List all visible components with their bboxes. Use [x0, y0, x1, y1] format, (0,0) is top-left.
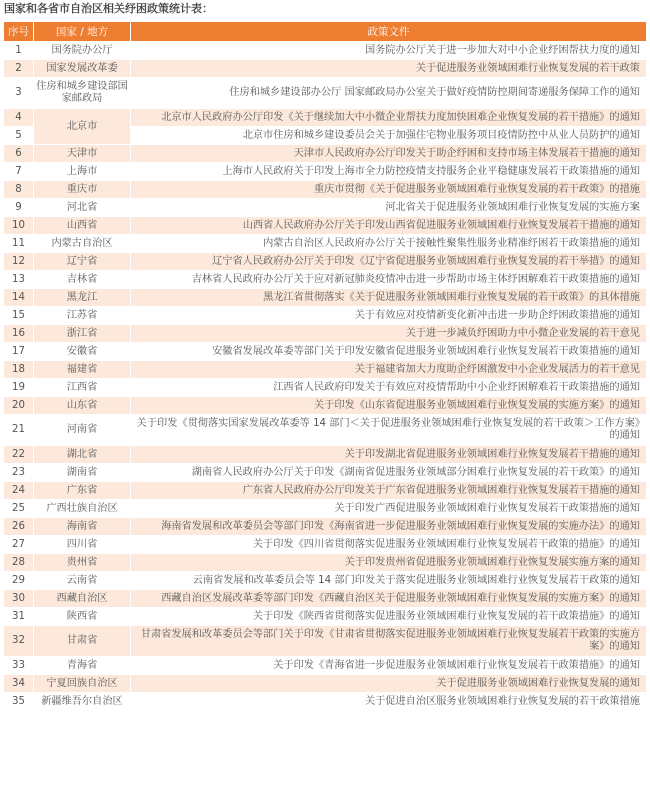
table-row — [4, 693, 647, 711]
row-region: 贵州省 — [34, 554, 131, 572]
table-header-row — [4, 22, 647, 42]
row-number: 10 — [4, 217, 34, 235]
row-region: 甘肃省 — [34, 626, 131, 657]
row-number: 1 — [4, 42, 34, 60]
row-number: 4 — [4, 109, 34, 127]
table-row — [4, 500, 647, 518]
row-document: 北京市人民政府办公厅印发《关于继续加大中小微企业帮扶力度加快困难企业恢复发展的若干措施》的通知 — [131, 109, 647, 127]
row-region: 国务院办公厅 — [34, 42, 131, 60]
row-number: 23 — [4, 464, 34, 482]
row-document: 国务院办公厅关于进一步加大对中小企业纾困帮扶力度的通知 — [131, 42, 647, 60]
table-row — [4, 608, 647, 626]
row-document: 河北省关于促进服务业领域困难行业恢复发展的实施方案 — [131, 199, 647, 217]
row-region: 海南省 — [34, 518, 131, 536]
row-document: 关于促进服务业领域困难行业恢复发展的若干政策 — [131, 60, 647, 78]
row-region: 西藏自治区 — [34, 590, 131, 608]
row-region: 河北省 — [34, 199, 131, 217]
row-document: 关于印发《青海省进一步促进服务业领域困难行业恢复发展若干政策措施》的通知 — [131, 657, 647, 675]
row-number: 28 — [4, 554, 34, 572]
row-number: 25 — [4, 500, 34, 518]
row-number: 2 — [4, 60, 34, 78]
row-region: 广西壮族自治区 — [34, 500, 131, 518]
table-row — [4, 590, 647, 608]
table-row — [4, 253, 647, 271]
row-document: 关于促进服务业领域困难行业恢复发展的通知 — [131, 675, 647, 693]
row-document: 辽宁省人民政府办公厅关于印发《辽宁省促进服务业领域困难行业恢复发展的若干举措》的通知 — [131, 253, 647, 271]
row-document: 关于印发湖北省促进服务业领域困难行业恢复发展若干措施的通知 — [131, 446, 647, 464]
row-number: 15 — [4, 307, 34, 325]
table-row — [4, 109, 647, 127]
row-document: 湖南省人民政府办公厅关于印发《湖南省促进服务业领域部分困难行业恢复发展的若干政策》的通知 — [131, 464, 647, 482]
table-row — [4, 446, 647, 464]
row-number: 14 — [4, 289, 34, 307]
row-number: 31 — [4, 608, 34, 626]
table-row — [4, 42, 647, 60]
row-number: 21 — [4, 415, 34, 446]
row-number: 16 — [4, 325, 34, 343]
table-title: 国家和各省市自治区相关纾困政策统计表： — [4, 2, 213, 15]
row-document: 广东省人民政府办公厅印发关于广东省促进服务业领域困难行业恢复发展若干措施的通知 — [131, 482, 647, 500]
table-row — [4, 181, 647, 199]
row-document: 海南省发展和改革委员会等部门印发《海南省进一步促进服务业领域困难行业恢复发展的实施办法》的通知 — [131, 518, 647, 536]
table-row — [4, 325, 647, 343]
row-document: 江西省人民政府印发关于有效应对疫情帮助中小企业纾困解难若干政策措施的通知 — [131, 379, 647, 397]
row-number: 32 — [4, 626, 34, 657]
row-region: 湖南省 — [34, 464, 131, 482]
table-row — [4, 289, 647, 307]
header-no: 序号 — [4, 22, 34, 42]
row-number: 29 — [4, 572, 34, 590]
row-region: 吉林省 — [34, 271, 131, 289]
table-row — [4, 397, 647, 415]
row-region: 天津市 — [34, 145, 131, 163]
row-number: 13 — [4, 271, 34, 289]
row-number: 5 — [4, 127, 34, 145]
row-document: 北京市住房和城乡建设委员会关于加强住宅物业服务项目疫情防控中从业人员防护的通知 — [131, 127, 647, 145]
table-row — [4, 626, 647, 657]
row-document: 关于印发《贯彻落实国家发展改革委等 14 部门＜关于促进服务业领域困难行业恢复发展的若干政策＞工作方案》的通知 — [131, 415, 647, 446]
table-row — [4, 235, 647, 253]
row-number: 35 — [4, 693, 34, 711]
row-number: 20 — [4, 397, 34, 415]
row-number: 8 — [4, 181, 34, 199]
row-number: 33 — [4, 657, 34, 675]
row-region: 辽宁省 — [34, 253, 131, 271]
row-document: 关于印发《四川省贯彻落实促进服务业领域困难行业恢复发展若干政策的措施》的通知 — [131, 536, 647, 554]
row-region: 福建省 — [34, 361, 131, 379]
row-document: 山西省人民政府办公厅关于印发山西省促进服务业领域困难行业恢复发展若干措施的通知 — [131, 217, 647, 235]
row-number: 19 — [4, 379, 34, 397]
table-body — [4, 42, 647, 711]
row-document: 天津市人民政府办公厅印发关于助企纾困和支持市场主体发展若干措施的通知 — [131, 145, 647, 163]
row-number: 26 — [4, 518, 34, 536]
row-document: 重庆市贯彻《关于促进服务业领域困难行业恢复发展的若干政策》的措施 — [131, 181, 647, 199]
table-row — [4, 482, 647, 500]
row-document: 关于促进自治区服务业领域困难行业恢复发展的若干政策措施 — [131, 693, 647, 711]
table-row — [4, 163, 647, 181]
row-document: 甘肃省发展和改革委员会等部门关于印发《甘肃省贯彻落实促进服务业领域困难行业恢复发展若干政策的实施方案》的通知 — [131, 626, 647, 657]
row-region: 住房和城乡建设部国家邮政局 — [34, 78, 131, 109]
table-row — [4, 145, 647, 163]
row-region: 重庆市 — [34, 181, 131, 199]
row-region: 江西省 — [34, 379, 131, 397]
row-number: 24 — [4, 482, 34, 500]
row-region: 四川省 — [34, 536, 131, 554]
header-doc: 政策文件 — [131, 22, 647, 42]
row-region: 广东省 — [34, 482, 131, 500]
row-region: 安徽省 — [34, 343, 131, 361]
row-region: 湖北省 — [34, 446, 131, 464]
row-document: 上海市人民政府关于印发上海市全力防控疫情支持服务企业平稳健康发展若干政策措施的通知 — [131, 163, 647, 181]
row-document: 云南省发展和改革委员会等 14 部门印发关于落实促进服务业领域困难行业恢复发展若干政策的通知 — [131, 572, 647, 590]
table-row — [4, 572, 647, 590]
row-document: 黑龙江省贯彻落实《关于促进服务业领域困难行业恢复发展的若干政策》的具体措施 — [131, 289, 647, 307]
row-region: 山西省 — [34, 217, 131, 235]
row-document: 关于印发贵州省促进服务业领域困难行业恢复发展实施方案的通知 — [131, 554, 647, 572]
table-row — [4, 271, 647, 289]
row-document: 关于有效应对疫情新变化新冲击进一步助企纾困政策措施的通知 — [131, 307, 647, 325]
table-row — [4, 343, 647, 361]
table-row — [4, 78, 647, 109]
row-number: 3 — [4, 78, 34, 109]
row-region: 宁夏回族自治区 — [34, 675, 131, 693]
row-number: 34 — [4, 675, 34, 693]
table-row — [4, 361, 647, 379]
row-region: 陕西省 — [34, 608, 131, 626]
row-region: 北京市 — [34, 109, 131, 145]
table-row — [4, 199, 647, 217]
row-number: 30 — [4, 590, 34, 608]
row-document: 吉林省人民政府办公厅关于应对新冠肺炎疫情冲击进一步帮助市场主体纾困解难若干政策措施的通知 — [131, 271, 647, 289]
row-number: 22 — [4, 446, 34, 464]
table-row — [4, 60, 647, 78]
row-number: 7 — [4, 163, 34, 181]
row-region: 河南省 — [34, 415, 131, 446]
row-region: 新疆维吾尔自治区 — [34, 693, 131, 711]
row-region: 浙江省 — [34, 325, 131, 343]
row-region: 青海省 — [34, 657, 131, 675]
row-region: 黑龙江 — [34, 289, 131, 307]
row-document: 关于福建省加大力度助企纾困激发中小企业发展活力的若干意见 — [131, 361, 647, 379]
row-region: 国家发展改革委 — [34, 60, 131, 78]
table-row — [4, 657, 647, 675]
header-region: 国家 / 地方 — [34, 22, 131, 42]
row-document: 西藏自治区发展改革委等部门印发《西藏自治区关于促进服务业领域困难行业恢复发展的实施方案》的通知 — [131, 590, 647, 608]
row-number: 17 — [4, 343, 34, 361]
row-number: 6 — [4, 145, 34, 163]
row-region: 山东省 — [34, 397, 131, 415]
row-number: 12 — [4, 253, 34, 271]
policy-table — [4, 22, 647, 711]
row-number: 18 — [4, 361, 34, 379]
row-number: 9 — [4, 199, 34, 217]
table-row — [4, 675, 647, 693]
table-row — [4, 518, 647, 536]
table-row — [4, 536, 647, 554]
table-row — [4, 464, 647, 482]
table-row — [4, 217, 647, 235]
table-row — [4, 307, 647, 325]
row-document: 住房和城乡建设部办公厅 国家邮政局办公室关于做好疫情防控期间寄递服务保障工作的通知 — [131, 78, 647, 109]
table-row — [4, 554, 647, 572]
row-region: 上海市 — [34, 163, 131, 181]
row-document: 安徽省发展改革委等部门关于印发安徽省促进服务业领域困难行业恢复发展若干政策措施的通知 — [131, 343, 647, 361]
row-document: 内蒙古自治区人民政府办公厅关于接触性聚集性服务业精准纾困若干政策措施的通知 — [131, 235, 647, 253]
row-number: 11 — [4, 235, 34, 253]
row-region: 江苏省 — [34, 307, 131, 325]
row-document: 关于进一步减负纾困助力中小微企业发展的若干意见 — [131, 325, 647, 343]
row-document: 关于印发《陕西省贯彻落实促进服务业领域困难行业恢复发展的若干政策措施》的通知 — [131, 608, 647, 626]
table-row — [4, 415, 647, 446]
row-document: 关于印发《山东省促进服务业领域困难行业恢复发展的实施方案》的通知 — [131, 397, 647, 415]
row-number: 27 — [4, 536, 34, 554]
table-row — [4, 379, 647, 397]
row-region: 云南省 — [34, 572, 131, 590]
row-region: 内蒙古自治区 — [34, 235, 131, 253]
row-document: 关于印发广西促进服务业领域困难行业恢复发展若干政策措施的通知 — [131, 500, 647, 518]
